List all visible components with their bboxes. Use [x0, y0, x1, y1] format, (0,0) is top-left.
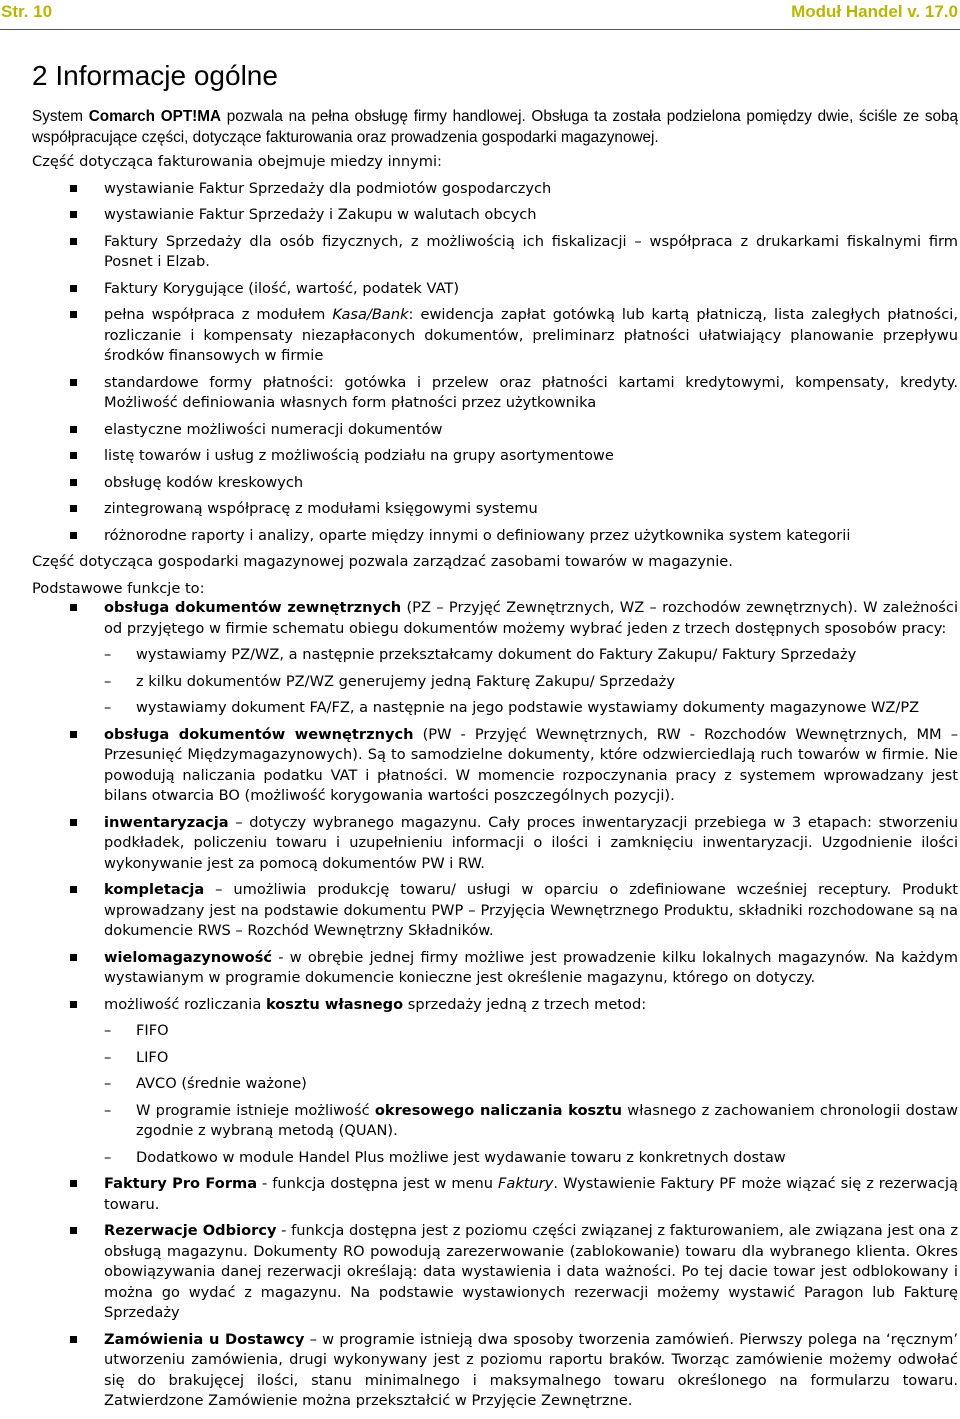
cost-methods-list	[32, 1021, 958, 1168]
list-item: obsługa dokumentów wewnętrznych (PW - Przyjęć Wewnętrznych, RW - Rozchodów Wewnętrznych, MM – Przesunięć Międzymagazynowych). Są to samodzielne dokumenty, które odzwierciedlają ruch towarów w firmie. Nie powodują naliczania podatku VAT i płatności. W momencie rozpoczynania pracy z systemem wprowadzany jest bilans otwarcia BO (możliwość korygowania wartości poszczególnych pozycji).	[32, 725, 958, 807]
list-item: standardowe formy płatności: gotówka i przelew oraz płatności kartami kredytowymi, kompensaty, kredyty. Możliwość definiowania własnych form płatności przez użytkownika	[32, 373, 958, 414]
list-item: różnorodne raporty i analizy, oparte między innymi o definiowany przez użytkownika system kategorii	[32, 526, 958, 547]
list-item: pełna współpraca z modułem Kasa/Bank: ewidencja zapłat gotówką lub kartą płatniczą, lista zaległych płatności, rozliczanie i kompensaty niezapłaconych dokumentów, preliminarz płatności ułatwiający planowanie przepływu środków finansowych w firmie	[32, 305, 958, 367]
list-item: zintegrowaną współpracę z modułami księgowymi systemu	[32, 499, 958, 520]
page-header	[0, 2, 960, 30]
list-item: Faktury Sprzedaży dla osób fizycznych, z możliwością ich fiskalizacji – współpraca z drukarkami fiskalnymi firm Posnet i Elzab.	[32, 232, 958, 273]
body-section-2	[32, 598, 958, 1412]
invoicing-list	[32, 179, 958, 547]
list-item: inwentaryzacja – dotyczy wybranego magazynu. Cały proces inwentaryzacji przebiega w 3 etapach: stworzeniu podkładek, policzeniu towaru i uzupełnieniu informacji o ilości i zamknięciu inwentaryzacji. Uzgodnienie ilości wykonywanie jest za pomocą dokumentów PW i RW.	[32, 813, 958, 875]
warehouse-functions-list	[32, 598, 958, 1412]
list-item: Faktury Korygujące (ilość, wartość, podatek VAT)	[32, 279, 958, 300]
list-item: wystawianie Faktur Sprzedaży dla podmiotów gospodarczych	[32, 179, 958, 200]
section-title: 2 Informacje ogólne	[32, 60, 278, 91]
dash-item: – z kilku dokumentów PZ/WZ generujemy jedną Fakturę Zakupu/ Sprzedaży	[32, 672, 958, 693]
header-rule	[0, 29, 960, 30]
list-item: możliwość rozliczania kosztu własnego sprzedaży jedną z trzech metod: – FIFO – LIFO – AVCO (średnie ważone) – W programie istnieje możliwość okresowego naliczania kosztu własnego z zachowaniem chronologii dostaw zgodnie z wybraną metodą (QUAN). – Dodatkowo w module Handel Plus możliwe jest wydawanie towaru z konkretnych dostaw	[32, 995, 958, 1169]
brand-name: Comarch OPT!MA	[88, 108, 222, 125]
dash-item: – W programie istnieje możliwość okresowego naliczania kosztu własnego z zachowaniem chronologii dostaw zgodnie z wybraną metodą (QUAN).	[32, 1101, 958, 1142]
invoicing-lead: Część dotycząca fakturowania obejmuje miedzy innymi:	[32, 153, 442, 170]
list-item: wystawianie Faktur Sprzedaży i Zakupu w walutach obcych	[32, 205, 958, 226]
warehouse-lead: Część dotycząca gospodarki magazynowej pozwala zarządzać zasobami towarów w magazynie.	[32, 553, 733, 570]
kasa-bank-module: Kasa/Bank	[332, 306, 409, 323]
list-item: listę towarów i usług z możliwością podziału na grupy asortymentowe	[32, 446, 958, 467]
dash-item: – wystawiamy PZ/WZ, a następnie przekształcamy dokument do Faktury Zakupu/ Faktury Sprzedaży	[32, 645, 958, 666]
list-item: Faktury Pro Forma - funkcja dostępna jest w menu Faktury. Wystawienie Faktury PF może wiązać się z rezerwacją towaru.	[32, 1174, 958, 1215]
dash-item: – FIFO	[32, 1021, 958, 1042]
dash-item: – LIFO	[32, 1048, 958, 1069]
list-item: wielomagazynowość - w obrębie jednej firmy możliwe jest prowadzenie kilku lokalnych magazynów. Na każdym wystawianym w programie dokumencie konieczne jest określenie magazynu, którego on dotyczy.	[32, 948, 958, 989]
module-version: Moduł Handel v. 17.0	[791, 2, 958, 21]
dash-item: – wystawiamy dokument FA/FZ, a następnie na jego podstawie wystawiamy dokumenty magazynowe WZ/PZ	[32, 698, 958, 719]
list-item: Zamówienia u Dostawcy – w programie istnieją dwa sposoby tworzenia zamówień. Pierwszy polega na ‘ręcznym’ utworzeniu zamówienia, drugi wykonywany jest z poziomu raportu braków. Tworząc zamówienie możemy odwołać się do brakujęcej ilości, stanu minimalnego i maksymalnego towaru określonego na formularzu towaru. Zatwierdzone Zamówienie można przekształcić w Przyjęcie Zewnętrzne.	[32, 1330, 958, 1412]
dash-item: – Dodatkowo w module Handel Plus możliwe jest wydawanie towaru z konkretnych dostaw	[32, 1148, 958, 1169]
list-item: obsługę kodów kreskowych	[32, 473, 958, 494]
list-item: obsługa dokumentów zewnętrznych (PZ – Przyjęć Zewnętrznych, WZ – rozchodów zewnętrznych). W zależności od przyjętego w firmie schematu obiegu dokumentów możemy wybrać jeden z trzech dostępnych sposobów pracy: – wystawiamy PZ/WZ, a następnie przekształcamy dokument do Faktury Zakupu/ Faktury Sprzedaży – z kilku dokumentów PZ/WZ generujemy jedną Fakturę Zakupu/ Sprzedaży – wystawiamy dokument FA/FZ, a następnie na jego podstawie wystawiamy dokumenty magazynowe WZ/PZ	[32, 598, 958, 719]
list-item: elastyczne możliwości numeracji dokumentów	[32, 420, 958, 441]
work-modes-list	[32, 645, 958, 719]
body-section-1	[32, 152, 958, 599]
dash-item: – AVCO (średnie ważone)	[32, 1074, 958, 1095]
list-item: kompletacja – umożliwia produkcję towaru/ usługi w oparciu o zdefiniowane wcześniej receptury. Produkt wprowadzany jest na podstawie dokumentu PWP – Przyjęcia Wewnętrznego Produktu, składniki rozchodowane są na dokumencie RWS – Rozchód Wewnętrzny Składników.	[32, 880, 958, 942]
page-number: Str. 10	[1, 2, 53, 21]
functions-lead: Podstawowe funkcje to:	[32, 579, 205, 597]
intro-paragraph: System Comarch OPT!MA pozwala na pełna obsługę firmy handlowej. Obsługa ta została podzielona pomiędzy dwie, ściśle ze sobą współpracujące części, dotyczące fakturowania oraz prowadzenia gospodarki magazynowej.	[32, 108, 959, 146]
list-item: Rezerwacje Odbiorcy - funkcja dostępna jest z poziomu części związanej z fakturowaniem, ale związana jest ona z obsługą magazynu. Dokumenty RO powodują zarezerwowanie (zablokowanie) towaru dla wybranego klienta. Okres obowiązywania danej rezerwacji określają: data wystawienia i data ważności. Po tej dacie towar jest odblokowany i można go wydać z magazynu. Na podstawie wystawionych rezerwacji możemy wystawić Paragon lub Fakturę Sprzedaży	[32, 1221, 958, 1324]
